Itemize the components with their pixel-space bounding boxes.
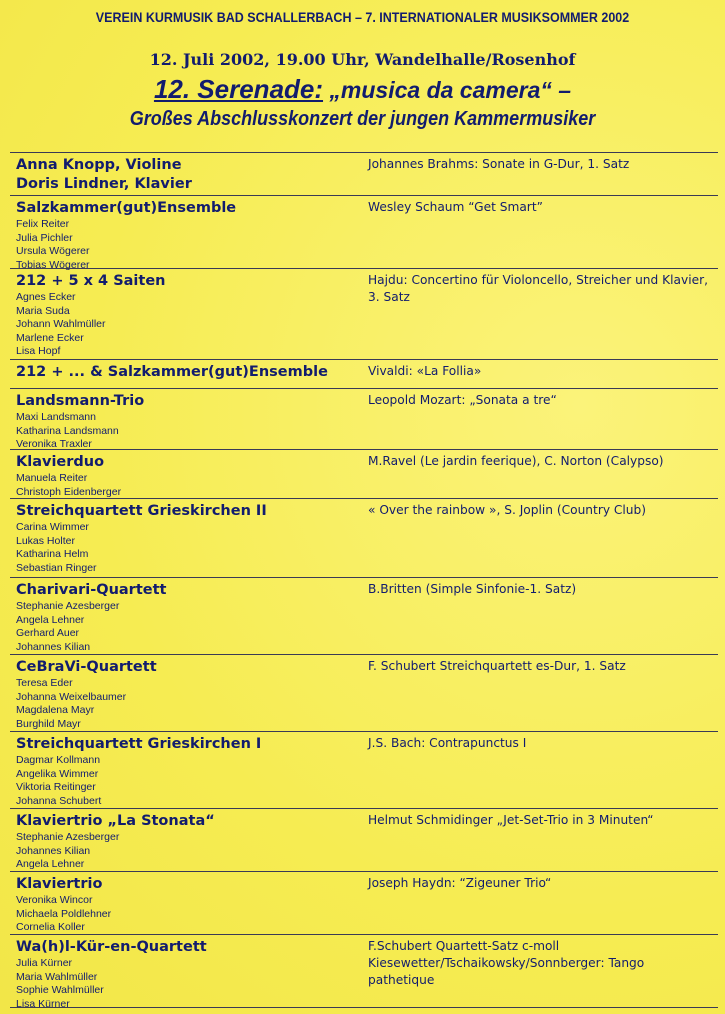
member-name: Viktoria Reitinger [16, 781, 96, 794]
member-name: Angelika Wimmer [16, 767, 99, 780]
member-name: Katharina Helm [16, 548, 89, 561]
piece-title: M.Ravel (Le jardin feerique), C. Norton (Calypso) [368, 454, 664, 468]
member-list [16, 831, 119, 872]
member-list [16, 218, 90, 272]
member-list [16, 894, 111, 935]
ensemble-name: Klaviertrio „La Stonata“ [16, 813, 215, 829]
piece-title: Hajdu: Concertino für Violoncello, Streicher und Klavier, 3. Satz [368, 273, 708, 304]
piece-title: Johannes Brahms: Sonate in G-Dur, 1. Satz [368, 157, 630, 171]
member-name: Katharina Landsmann [16, 424, 119, 437]
ensemble-name: Klavierduo [16, 454, 105, 470]
program-row [10, 654, 718, 731]
member-name: Gerhard Auer [16, 627, 80, 640]
ensemble-name: CeBraVi-Quartett [16, 659, 157, 675]
program-row [10, 268, 718, 359]
member-name: Johanna Schubert [16, 794, 102, 807]
member-name: Cornelia Koller [16, 921, 85, 934]
member-list [16, 600, 119, 654]
member-name: Johannes Kilian [16, 640, 91, 653]
program-row [10, 871, 718, 934]
piece-title: « Over the rainbow », S. Joplin (Country Club) [368, 503, 647, 517]
member-list [16, 291, 106, 359]
member-name: Felix Reiter [16, 218, 70, 230]
member-name: Julia Pichler [16, 231, 73, 244]
program-row [10, 577, 718, 654]
program-row [10, 359, 718, 388]
ensemble-name: 212 + ... & Salzkammer(gut)Ensemble [16, 364, 328, 380]
ensemble-name: Salzkammer(gut)Ensemble [16, 200, 237, 216]
member-name: Lisa Kürner [16, 997, 70, 1010]
program-row [10, 388, 718, 449]
serenade-title [0, 74, 725, 105]
member-name: Stephanie Azesberger [16, 600, 120, 612]
member-list [16, 472, 121, 499]
member-name: Maxi Landsmann [16, 411, 96, 423]
member-name: Johannes Kilian [16, 844, 91, 857]
ensemble-name: Klaviertrio [16, 876, 103, 892]
member-name: Maria Wahlmüller [16, 970, 98, 983]
member-name: Michaela Poldlehner [16, 907, 112, 920]
program-table [10, 152, 718, 1008]
member-name: Lisa Hopf [16, 345, 61, 358]
member-name: Tobias Wögerer [16, 258, 90, 271]
ensemble-name: Doris Lindner, Klavier [16, 176, 192, 192]
member-name: Marlene Ecker [16, 331, 84, 344]
program-row [10, 498, 718, 577]
member-name: Angela Lehner [16, 858, 85, 871]
member-list [16, 521, 97, 575]
member-name: Johann Wahlmüller [16, 318, 106, 331]
ensemble-name: Streichquartett Grieskirchen II [16, 503, 267, 519]
member-name: Agnes Ecker [16, 291, 76, 303]
piece-title: Vivaldi: «La Follia» [368, 364, 482, 378]
piece-title: Joseph Haydn: “Zigeuner Trio“ [368, 876, 552, 890]
member-name: Christoph Eidenberger [16, 485, 122, 498]
member-name: Teresa Eder [16, 677, 73, 689]
member-name: Maria Suda [16, 304, 70, 317]
member-name: Magdalena Mayr [16, 704, 95, 717]
member-name: Sebastian Ringer [16, 561, 97, 574]
ensemble-name: Streichquartett Grieskirchen I [16, 736, 262, 752]
member-name: Stephanie Azesberger [16, 831, 120, 843]
ensemble-name: Anna Knopp, Violine [16, 157, 182, 173]
program-row [10, 152, 718, 195]
piece-title: Wesley Schaum “Get Smart” [368, 200, 543, 214]
member-list [16, 957, 104, 1011]
member-name: Carina Wimmer [16, 521, 89, 533]
ensemble-name: Charivari-Quartett [16, 582, 167, 598]
member-name: Johanna Weixelbaumer [16, 690, 127, 703]
piece-title: B.Britten (Simple Sinfonie-1. Satz) [368, 582, 577, 596]
piece-title: J.S. Bach: Contrapunctus I [368, 736, 527, 750]
program-row [10, 449, 718, 498]
program-row [10, 808, 718, 871]
member-name: Dagmar Kollmann [16, 754, 101, 766]
piece-title: Leopold Mozart: „Sonata a tre“ [368, 393, 557, 407]
piece-title: F. Schubert Streichquartett es-Dur, 1. Satz [368, 659, 626, 673]
serenade-number: 12. Serenade: [153, 74, 324, 104]
organizer-heading: VEREIN KURMUSIK BAD SCHALLERBACH – 7. INTERNATIONALER MUSIKSOMMER 2002 [95, 10, 630, 25]
member-name: Manuela Reiter [16, 472, 88, 484]
member-list [16, 677, 126, 731]
ensemble-name: Wa(h)l-Kür-en-Quartett [16, 939, 207, 955]
member-name: Burghild Mayr [16, 717, 81, 730]
program-row [10, 934, 718, 1008]
piece-title: Helmut Schmidinger „Jet-Set-Trio in 3 Minuten“ [368, 813, 654, 827]
member-name: Julia Kürner [16, 957, 73, 969]
member-name: Veronika Wincor [16, 894, 93, 906]
date-venue: 12. Juli 2002, 19.00 Uhr, Wandelhalle/Rosenhof [149, 50, 576, 69]
serenade-subtitle: „musica da camera“ – [323, 77, 572, 103]
program-row [10, 195, 718, 271]
member-name: Angela Lehner [16, 613, 85, 626]
member-name: Lukas Holter [16, 534, 75, 547]
member-list [16, 754, 101, 808]
member-name: Veronika Traxler [16, 438, 92, 451]
ensemble-name: Landsmann-Trio [16, 393, 145, 409]
concert-subtitle: Großes Abschlusskonzert der jungen Kammermusiker [129, 108, 596, 130]
program-row [10, 731, 718, 808]
member-name: Sophie Wahlmüller [16, 984, 104, 997]
member-list [16, 411, 119, 452]
member-name: Ursula Wögerer [16, 245, 90, 258]
ensemble-name: 212 + 5 x 4 Saiten [16, 273, 166, 289]
piece-title: F.Schubert Quartett-Satz c-moll Kiesewetter/Tschaikowsky/Sonnberger: Tango pathetique [368, 939, 645, 987]
